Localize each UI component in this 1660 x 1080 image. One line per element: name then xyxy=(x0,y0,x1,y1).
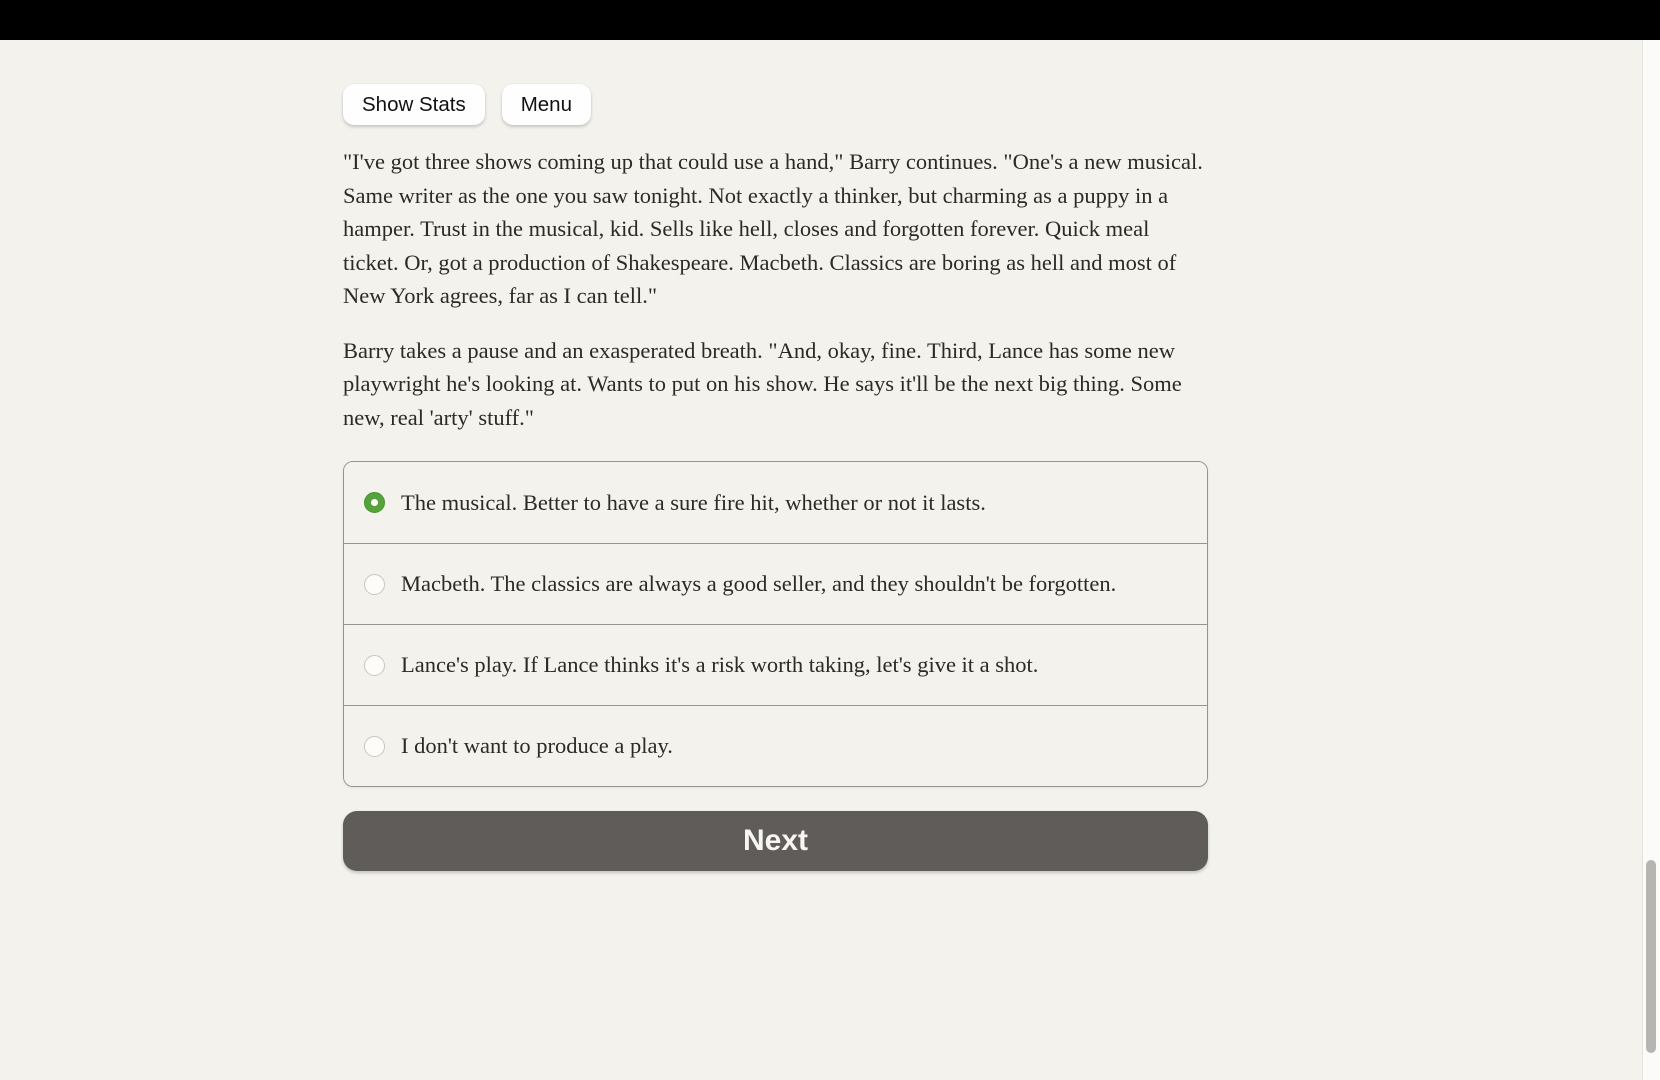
choice-row-no-play[interactable] xyxy=(344,705,1207,786)
story-content-column xyxy=(343,40,1208,871)
show-stats-button[interactable]: Show Stats xyxy=(343,84,485,125)
choice-row-lances-play[interactable] xyxy=(344,624,1207,705)
choice-label: Macbeth. The classics are always a good seller, and they shouldn't be forgotten. xyxy=(401,571,1117,596)
choice-row-macbeth[interactable] xyxy=(344,543,1207,624)
scrollbar-thumb[interactable] xyxy=(1646,860,1656,1053)
scrollbar-track[interactable] xyxy=(1642,40,1660,1080)
story-paragraph: Barry takes a pause and an exasperated breath. "And, okay, fine. Third, Lance has some new playwright he's looking at. Wants to put on his show. He says it'll be the next big thing. Some new, real 'arty' stuff." xyxy=(343,337,1182,430)
choice-label: The musical. Better to have a sure fire hit, whether or not it lasts. xyxy=(401,489,986,515)
story-text xyxy=(343,145,1208,434)
choice-label: Lance's play. If Lance thinks it's a risk worth taking, let's give it a shot. xyxy=(401,652,1039,677)
choice-label: I don't want to produce a play. xyxy=(401,733,673,758)
toolbar xyxy=(343,84,1208,125)
choice-list xyxy=(343,461,1208,787)
choice-row-musical[interactable] xyxy=(344,462,1207,543)
next-button[interactable]: Next xyxy=(343,811,1208,871)
choice-radio[interactable] xyxy=(364,492,385,513)
menu-button[interactable]: Menu xyxy=(502,84,591,125)
choice-radio[interactable] xyxy=(364,574,385,595)
story-paragraph: "I've got three shows coming up that could use a hand," Barry continues. "One's a new musical. Same writer as the one you saw tonight. Not exactly a thinker, but charming as a puppy in a hamper. Trust in the musical, kid. Sells like hell, closes and forgotten forever. Quick meal ticket. Or, got a production of Shakespeare. Macbeth. Classics are boring as hell and most of New York agrees, far as I can tell." xyxy=(343,149,1203,308)
choice-radio[interactable] xyxy=(364,736,385,757)
top-black-bar xyxy=(0,0,1660,40)
choice-radio[interactable] xyxy=(364,655,385,676)
